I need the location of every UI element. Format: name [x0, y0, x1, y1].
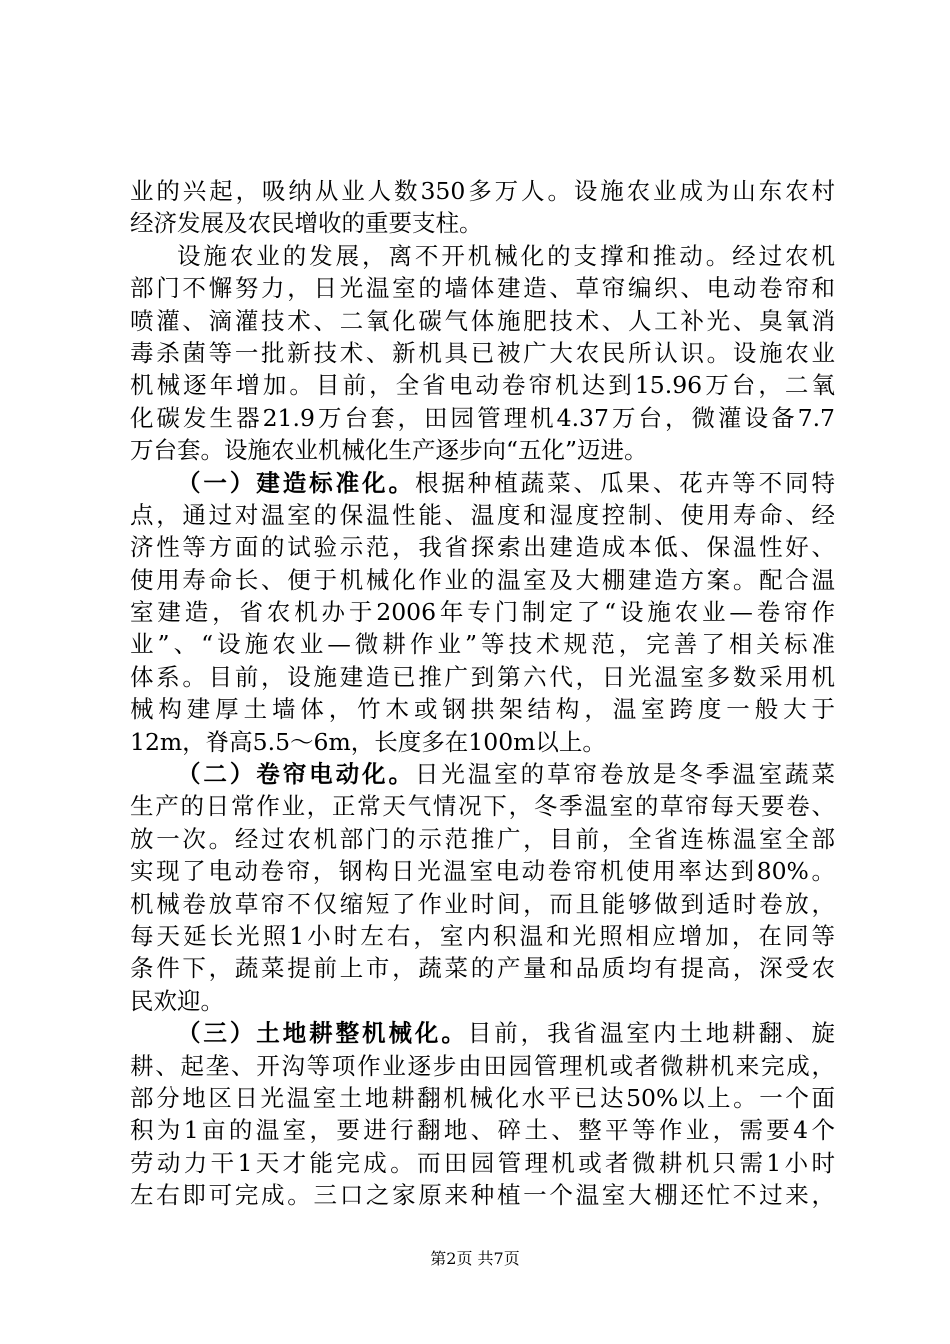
- text-line: 毒杀菌等一批新技术、新机具已被广大农民所认识。设施农业: [130, 338, 835, 367]
- text-line: 生产的日常作业，正常天气情况下，冬季温室的草帘每天要卷、: [130, 792, 835, 821]
- paragraph-5: [130, 1017, 835, 1211]
- text-line: 每天延长光照1小时左右，室内积温和光照相应增加，在同等: [130, 921, 835, 950]
- text-line: 万台套。设施农业机械化生产逐步向“五化”迈进。: [130, 436, 648, 465]
- text-line: 积为1亩的温室，要进行翻地、碎土、整平等作业，需要4个: [130, 1116, 835, 1145]
- text-line: 部分地区日光温室土地耕翻机械化水平已达50%以上。一个面: [130, 1083, 835, 1112]
- text-line: 机械卷放草帘不仅缩短了作业时间，而且能够做到适时卷放，: [130, 889, 835, 918]
- text-line: 左右即可完成。三口之家原来种植一个温室大棚还忙不过来，: [130, 1181, 835, 1210]
- text-line: 体系。目前，设施建造已推广到第六代，日光温室多数采用机: [130, 662, 835, 691]
- page-number-footer: 第2页 共7页: [430, 1249, 520, 1268]
- section-heading: （一）建造标准化。: [177, 468, 415, 497]
- text-line: 条件下，蔬菜提前上市，蔬菜的产量和品质均有提高，深受农: [130, 954, 835, 983]
- paragraph-2: [130, 240, 835, 467]
- section-heading: （二）卷帘电动化。: [177, 760, 415, 789]
- paragraph-4: [130, 758, 835, 1017]
- paragraph-1: [130, 175, 835, 240]
- text-line: 喷灌、滴灌技术、二氧化碳气体施肥技术、人工补光、臭氧消: [130, 306, 835, 335]
- text-line: 机械逐年增加。目前，全省电动卷帘机达到15.96万台，二氧: [130, 371, 835, 400]
- text-line: 械构建厚土墙体，竹木或钢拱架结构，温室跨度一般大于: [130, 695, 835, 724]
- text-line: 业的兴起，吸纳从业人数350多万人。设施农业成为山东农村: [130, 177, 835, 205]
- document-body: [130, 175, 835, 1212]
- paragraph-3: [130, 467, 835, 759]
- text-line: 经济发展及农民增收的重要支柱。: [130, 209, 483, 238]
- text-line: 室建造，省农机办于2006年专门制定了“设施农业—卷帘作: [130, 598, 835, 627]
- text-line: [130, 1017, 835, 1049]
- text-line: [130, 758, 835, 790]
- text-line: 12m，脊高5.5～6m，长度多在100m以上。: [130, 727, 606, 756]
- text-line: 民欢迎。: [130, 986, 224, 1015]
- text-run: 根据种植蔬菜、瓜果、花卉等不同特: [414, 468, 835, 497]
- text-line: 实现了电动卷帘，钢构日光温室电动卷帘机使用率达到80%。: [130, 857, 835, 886]
- text-line: 放一次。经过农机部门的示范推广，目前，全省连栋温室全部: [130, 824, 835, 853]
- text-line: 化碳发生器21.9万台套，田园管理机4.37万台，微灌设备7.7: [130, 403, 835, 432]
- text-line: 济性等方面的试验示范，我省探索出建造成本低、保温性好、: [130, 533, 835, 562]
- text-line: 业”、“设施农业—微耕作业”等技术规范，完善了相关标准: [130, 630, 835, 659]
- text-line: 劳动力干1天才能完成。而田园管理机或者微耕机只需1小时: [130, 1148, 835, 1177]
- text-line: 耕、起垄、开沟等项作业逐步由田园管理机或者微耕机来完成，: [130, 1051, 835, 1080]
- text-line: 使用寿命长、便于机械化作业的温室及大棚建造方案。配合温: [130, 565, 835, 594]
- text-line: 设施农业的发展，离不开机械化的支撑和推动。经过农机: [177, 241, 835, 270]
- text-run: 目前，我省温室内土地耕翻、旋: [467, 1019, 835, 1048]
- section-heading: （三）土地耕整机械化。: [177, 1019, 468, 1048]
- text-run: 日光温室的草帘卷放是冬季温室蔬菜: [414, 760, 835, 789]
- text-line: [130, 467, 835, 499]
- text-line: 点，通过对温室的保温性能、温度和湿度控制、使用寿命、经: [130, 500, 835, 529]
- text-line: 部门不懈努力，日光温室的墙体建造、草帘编织、电动卷帘和: [130, 274, 835, 303]
